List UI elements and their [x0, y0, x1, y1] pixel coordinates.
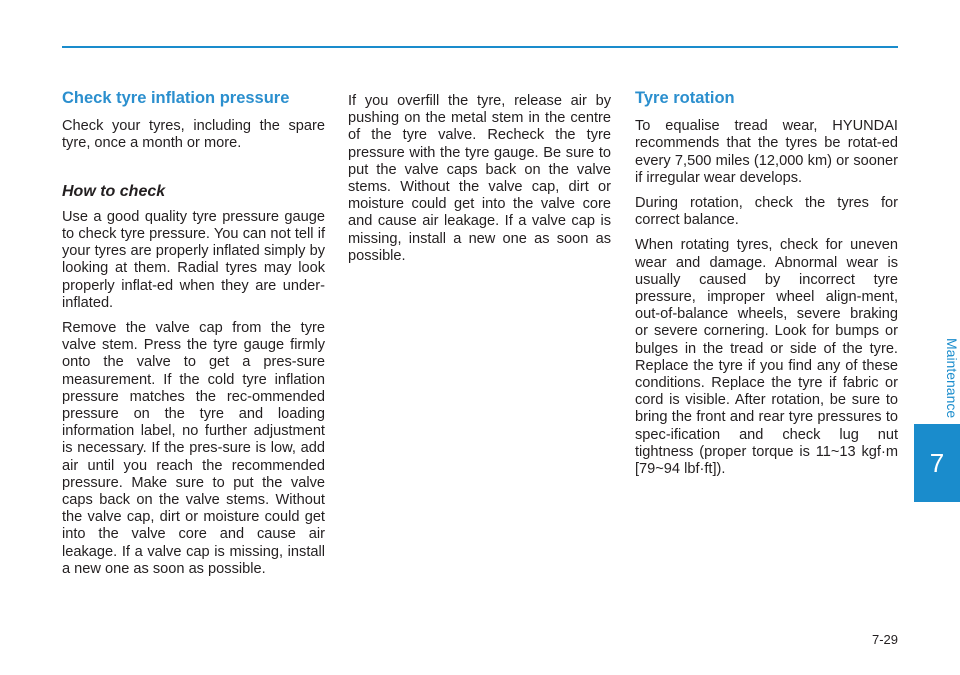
paragraph: When rotating tyres, check for uneven wear and damage. Abnormal wear is usually caused by incorrect tyre pressure, improper wheel align-ment, out-of-balance wheels, severe braking or severe cornering. Look for bumps or bulges in the tread or side of the tyre. Replace the tyre if you find any of these conditions. Replace the tyre if fabric or cord is visible. After rotation, be sure to bring the front and rear tyre pressures to spec-ification and check lug nut tightness (proper torque is 11~13 kgf·m [79~94 lbf·ft]).: [635, 237, 898, 478]
intro-paragraph: Check your tyres, including the spare tyre, once a month or more.: [62, 118, 325, 152]
left-column: [62, 90, 325, 586]
paragraph: Use a good quality tyre pressure gauge to check tyre pressure. You can not tell if your tyres are properly inflated simply by looking at them. Radial tyres may look properly inflat-ed when they are under-inflated.: [62, 208, 325, 311]
paragraph: If you overfill the tyre, release air by pushing on the metal stem in the centre of the tyre valve. Recheck the tyre pressure with the tyre gauge. Be sure to put the valve caps back on the valve stems. Without the valve cap, dirt or moisture could get into the valve core and cause air leakage. If a valve cap is missing, install a new one as soon as possible.: [348, 93, 611, 264]
paragraph: To equalise tread wear, HYUNDAI recommends that the tyres be rotat-ed every 7,500 miles (12,000 km) or sooner if irregular wear develops.: [635, 118, 898, 186]
chapter-side-label: Maintenance: [944, 338, 960, 419]
subheading-how-to-check: How to check: [62, 182, 166, 200]
section-title-rotation: Tyre rotation: [635, 89, 735, 107]
paragraph: During rotation, check the tyres for correct balance.: [635, 195, 898, 229]
top-divider: [62, 46, 898, 48]
middle-column: [348, 93, 611, 273]
chapter-tab: 7: [914, 424, 960, 502]
paragraph: Remove the valve cap from the tyre valve stem. Press the tyre gauge firmly onto the valve to get a pres-sure measurement. If the cold tyre inflation pressure matches the rec-ommended pressure on the tyre and loading information label, no further adjustment is necessary. If the pres-sure is low, add air until you reach the recommended pressure. Make sure to put the valve caps back on the valve stems. Without the valve cap, dirt or moisture could get into the valve core and cause air leakage. If a valve cap is missing, install a new one as soon as possible.: [62, 320, 325, 577]
right-column: [635, 90, 898, 486]
section-title-inflation: Check tyre inflation pressure: [62, 89, 290, 107]
page-number: 7-29: [871, 632, 898, 647]
